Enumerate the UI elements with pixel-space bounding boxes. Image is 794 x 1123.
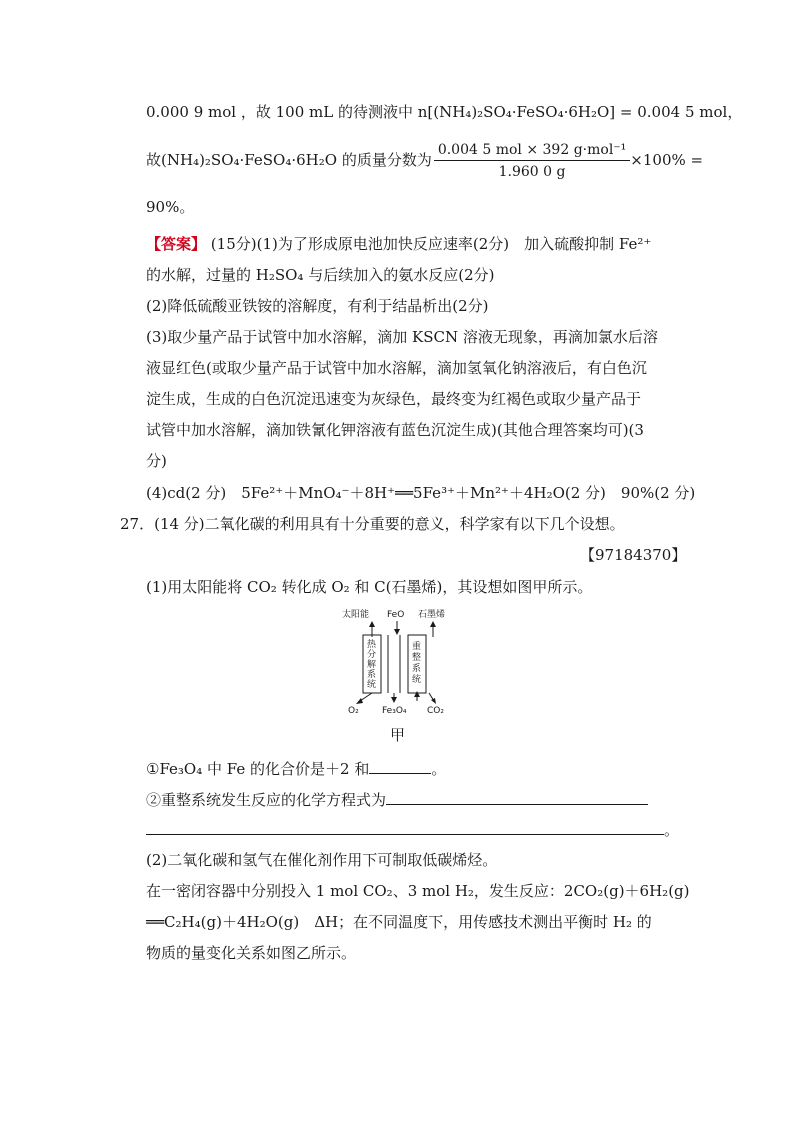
label-fe3o4: Fe₃O₄ — [382, 706, 407, 716]
sub-question-1: ①Fe₃O₄ 中 Fe 的化合价是＋2 和 。 — [146, 760, 447, 778]
svg-text:热: 热 — [367, 640, 377, 650]
label-co2: CO₂ — [427, 706, 444, 716]
answer-line-8: 分) — [146, 452, 167, 470]
question-27-part-2-line-2: 在一密闭容器中分别投入 1 mol CO₂、3 mol H₂，发生反应：2CO₂(g)＋6H₂(g) — [146, 882, 690, 900]
answer-line-6: 淀生成，生成的白色沉淀迅速变为灰绿色，最终变为红褐色或取少量产品于 — [146, 390, 642, 408]
line-1: 0.000 9 mol ，故 100 mL 的待测液中 n[(NH₄)₂SO₄·FeSO₄·6H₂O] = 0.004 5 mol， — [146, 103, 743, 121]
svg-text:统: 统 — [367, 680, 377, 690]
label-solar: 太阳能 — [342, 610, 370, 620]
svg-text:整: 整 — [412, 653, 422, 663]
diagram-jia — [330, 607, 460, 717]
question-27-part-2-line-4: 物质的量变化关系如图乙所示。 — [146, 944, 357, 962]
answer-tag: 【答案】 — [146, 235, 207, 253]
question-27: 27．(14 分)二氧化碳的利用具有十分重要的意义，科学家有以下几个设想。 — [120, 515, 625, 533]
diagram-caption: 甲 — [390, 726, 406, 744]
label-o2: O₂ — [348, 706, 359, 716]
answer-line-4: (3)取少量产品于试管中加水溶解，滴加 KSCN 溶液无现象，再滴加氯水后溶 — [146, 328, 658, 346]
answer-line-1 — [146, 234, 651, 254]
mass-fraction-suffix: ×100% = — [630, 151, 704, 169]
svg-text:系: 系 — [412, 664, 422, 674]
fraction-denominator: 1.960 0 g — [498, 164, 566, 180]
answer-line-9: (4)cd(2 分) 5Fe²⁺＋MnO₄⁻＋8H⁺══5Fe³⁺＋Mn²⁺＋4H₂O(2 分) 90%(2 分) — [146, 484, 696, 502]
fraction-numerator: 0.004 5 mol × 392 g·mol⁻¹ — [434, 142, 630, 161]
sub-question-1-text: ①Fe₃O₄ 中 Fe 的化合价是＋2 和 — [146, 760, 370, 778]
line-3: 90%。 — [146, 198, 195, 216]
answer-line-5: 液显红色(或取少量产品于试管中加水溶解，滴加氢氧化钠溶液后，有白色沉 — [146, 359, 647, 377]
answer-blank[interactable] — [386, 790, 648, 805]
answer-line-3: (2)降低硫酸亚铁铵的溶解度，有利于结晶析出(2分) — [146, 297, 489, 315]
question-code: 【97184370】 — [580, 546, 687, 564]
mass-fraction-prefix: 故(NH₄)₂SO₄·FeSO₄·6H₂O 的质量分数为 — [146, 151, 432, 169]
label-graphene: 石墨烯 — [418, 610, 446, 620]
sub-question-2-text: ②重整系统发生反应的化学方程式为 — [146, 791, 387, 809]
label-feo: FeO — [387, 610, 405, 620]
sub-question-2 — [146, 790, 648, 810]
svg-text:重: 重 — [412, 642, 422, 652]
answer-blank[interactable] — [369, 759, 431, 774]
svg-text:分: 分 — [367, 650, 377, 660]
mass-fraction-line — [146, 140, 703, 180]
svg-text:系: 系 — [367, 670, 377, 680]
svg-text:统: 统 — [412, 675, 422, 685]
question-27-part-1: (1)用太阳能将 CO₂ 转化成 O₂ 和 C(石墨烯)，其设想如图甲所示。 — [146, 578, 593, 596]
svg-text:解: 解 — [367, 660, 377, 670]
question-27-part-2-line-3: ══C₂H₄(g)＋4H₂O(g) ΔH；在不同温度下，用传感技术测出平衡时 H₂ 的 — [146, 913, 652, 931]
answer-line-7: 试管中加水溶解，滴加铁氰化钾溶液有蓝色沉淀生成)(其他合理答案均可)(3 — [146, 421, 644, 439]
answer-blank[interactable] — [146, 820, 664, 835]
answer-line-2: 的水解，过量的 H₂SO₄ 与后续加入的氨水反应(2分) — [146, 266, 495, 284]
answer-1-text: (15分)(1)为了形成原电池加快反应速率(2分) 加入硫酸抑制 Fe²⁺ — [210, 235, 652, 253]
sub-question-2-continued: 。 — [146, 820, 679, 840]
fraction — [434, 142, 630, 180]
question-27-part-2: (2)二氧化碳和氢气在催化剂作用下可制取低碳烯烃。 — [146, 851, 498, 869]
